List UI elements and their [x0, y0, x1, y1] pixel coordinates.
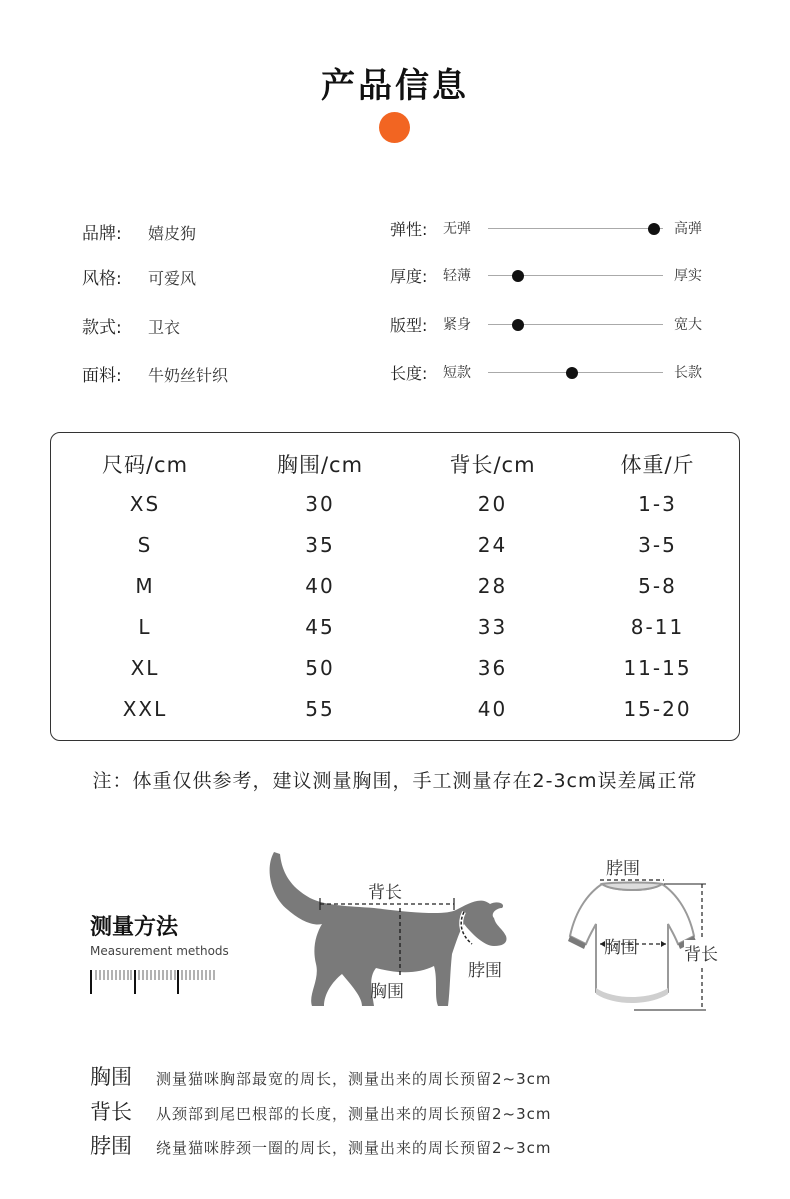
table-row: [55, 606, 735, 647]
ruler-icon: [90, 966, 220, 996]
shirt-label-back: 背长: [684, 940, 718, 965]
attr-min: 轻薄: [443, 268, 471, 284]
table-row: [55, 688, 735, 729]
table-row: [55, 483, 735, 524]
cat-measurement-diagram: [258, 848, 528, 1013]
header-size: 尺码/cm: [101, 453, 189, 477]
attr-knob: [566, 367, 578, 379]
cell-chest: 35: [305, 532, 335, 557]
cell-chest: 30: [305, 491, 335, 516]
info-value: 牛奶丝针织: [148, 366, 229, 385]
cell-back: 28: [477, 573, 508, 598]
attr-min: 紧身: [443, 317, 471, 333]
info-value: 卫衣: [148, 318, 181, 337]
attr-max: 宽大: [674, 317, 702, 333]
definition-back: [90, 1096, 552, 1126]
measurement-title: 测量方法: [90, 915, 179, 940]
cell-size: XL: [130, 655, 160, 680]
info-label: 品牌:: [82, 224, 122, 244]
measurement-subtitle: Measurement methods: [90, 944, 229, 958]
attr-thickness: [390, 264, 720, 288]
attr-track: [488, 228, 663, 229]
attr-max: 厚实: [674, 268, 702, 284]
info-label: 面料:: [82, 366, 122, 386]
page-title: 产品信息: [321, 66, 469, 106]
size-chart: [50, 432, 740, 741]
cell-back: 24: [477, 532, 508, 557]
definition-neck: [90, 1130, 552, 1160]
attr-knob: [512, 270, 524, 282]
definition-term: 胸围: [90, 1065, 132, 1089]
header-chest: 胸围/cm: [276, 453, 364, 477]
header-back: 背长/cm: [449, 453, 536, 477]
header-weight: 体重/斤: [620, 453, 695, 477]
cell-weight: 1-3: [638, 491, 677, 516]
cell-size: S: [137, 532, 153, 557]
cell-weight: 3-5: [638, 532, 677, 557]
size-table: [55, 445, 735, 729]
attr-label: 版型:: [390, 316, 428, 335]
info-value: 嬉皮狗: [148, 224, 197, 243]
cat-label-back: 背长: [368, 883, 402, 903]
cell-back: 33: [477, 614, 508, 639]
cell-chest: 40: [305, 573, 335, 598]
cell-size: M: [135, 573, 155, 598]
cell-chest: 45: [305, 614, 335, 639]
size-table-header: [55, 445, 735, 483]
attr-min: 无弹: [443, 221, 471, 237]
attr-max: 长款: [674, 365, 702, 381]
attr-elasticity: [390, 217, 720, 241]
cell-size: L: [138, 614, 152, 639]
shirt-measurement-diagram: [560, 852, 735, 1017]
definition-desc: 从颈部到尾巴根部的长度，测量出来的周长预留2~3cm: [156, 1105, 552, 1123]
info-row-brand: [82, 219, 196, 244]
attr-label: 厚度:: [390, 267, 428, 286]
definition-desc: 绕量猫咪脖颈一圈的周长，测量出来的周长预留2~3cm: [156, 1139, 552, 1157]
cell-back: 36: [477, 655, 508, 680]
attr-length: [390, 361, 720, 385]
info-value: 可爱风: [148, 269, 197, 288]
info-row-fabric: [82, 361, 228, 386]
definition-term: 背长: [90, 1100, 132, 1124]
cell-weight: 15-20: [623, 696, 692, 721]
attr-label: 长度:: [390, 364, 428, 383]
info-label: 风格:: [82, 269, 122, 289]
attr-fit: [390, 313, 720, 337]
attr-max: 高弹: [674, 221, 702, 237]
cell-chest: 50: [305, 655, 335, 680]
shirt-label-neck: 脖围: [606, 859, 640, 879]
attr-min: 短款: [443, 365, 471, 381]
table-row: [55, 647, 735, 688]
info-row-style: [82, 264, 196, 289]
definition-desc: 测量猫咪胸部最宽的周长，测量出来的周长预留2~3cm: [156, 1070, 552, 1088]
cell-chest: 55: [305, 696, 335, 721]
cell-back: 40: [477, 696, 508, 721]
definition-term: 脖围: [90, 1134, 132, 1158]
attr-knob: [512, 319, 524, 331]
cell-weight: 11-15: [623, 655, 692, 680]
cat-label-neck: 脖围: [468, 961, 502, 981]
cell-weight: 5-8: [638, 573, 677, 598]
table-row: [55, 524, 735, 565]
shirt-label-chest: 胸围: [604, 938, 638, 958]
info-label: 款式:: [82, 318, 122, 338]
shirt-icon: [560, 852, 735, 1017]
attr-knob: [648, 223, 660, 235]
cell-back: 20: [477, 491, 508, 516]
table-row: [55, 565, 735, 606]
accent-dot: [379, 112, 410, 143]
definition-chest: [90, 1061, 552, 1091]
weight-note: 注：体重仅供参考，建议测量胸围，手工测量存在2-3cm误差属正常: [92, 770, 698, 792]
cell-size: XS: [129, 491, 161, 516]
info-row-type: [82, 313, 180, 338]
cell-weight: 8-11: [630, 614, 685, 639]
attr-label: 弹性:: [390, 220, 428, 239]
cell-size: XXL: [122, 696, 168, 721]
cat-label-chest: 胸围: [370, 982, 404, 1002]
